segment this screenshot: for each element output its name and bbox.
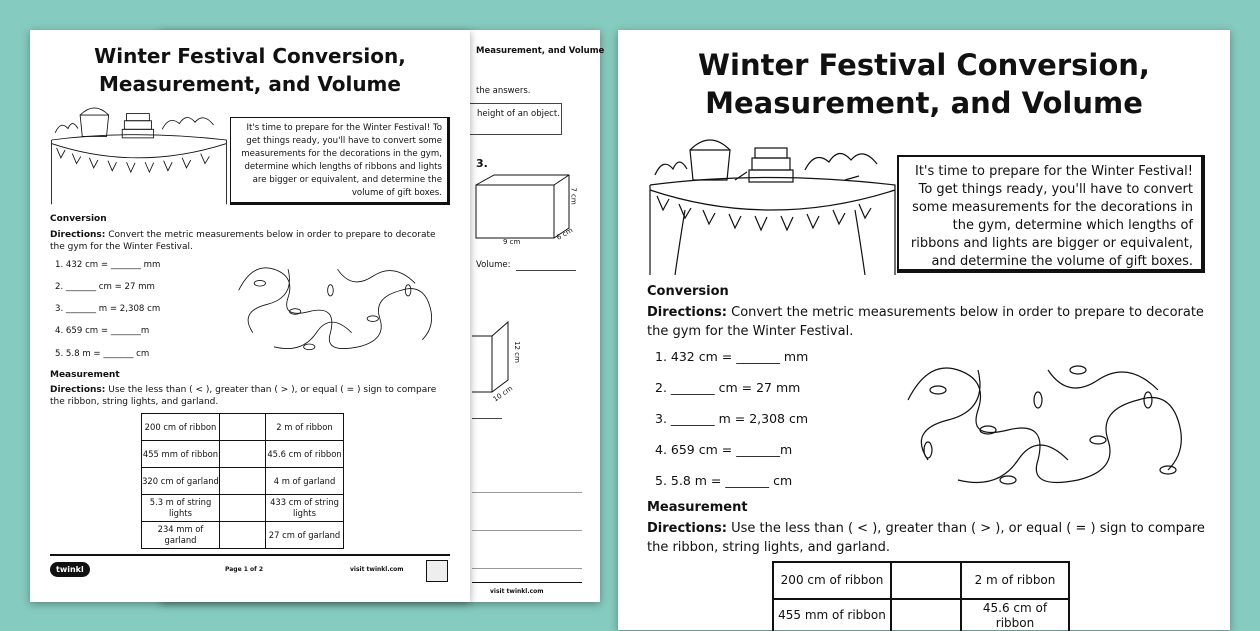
page-number: Page 1 of 2 <box>225 566 263 573</box>
comparison-table <box>772 561 1070 631</box>
table-row <box>142 414 344 441</box>
table-cell: 455 mm of ribbon <box>142 441 220 468</box>
answer-cell[interactable] <box>220 414 266 441</box>
conversion-item: 5. 5.8 m = _______ cm <box>55 349 150 359</box>
table-cell: 2 m of ribbon <box>266 414 344 441</box>
table-row <box>142 468 344 495</box>
answer-cell[interactable] <box>891 599 961 631</box>
directions-label: Directions: <box>50 230 106 240</box>
conversion-item: 3. _______ m = 2,308 cm <box>655 411 809 426</box>
badge-icon <box>426 560 448 582</box>
table-row <box>142 495 344 522</box>
back-title: Measurement, and Volume <box>476 46 605 56</box>
answer-cell[interactable] <box>220 522 266 549</box>
worksheet-preview-small <box>30 30 470 602</box>
measurement-heading: Measurement <box>647 500 748 515</box>
answer-cell[interactable] <box>220 495 266 522</box>
string-lights-illustration <box>230 248 445 368</box>
worksheet-title <box>30 42 470 98</box>
directions-label: Directions: <box>647 305 727 320</box>
title-line-2: Measurement, and Volume <box>705 86 1143 120</box>
conversion-item: 1. 432 cm = _______ mm <box>55 260 161 270</box>
intro-textbox: It's time to prepare for the Winter Festival! To get things ready, you'll have to convert some measurements for the decorations in the gym, determine which lengths of ribbons and lights are bigger or equivalent, and determine the volume of gift boxes. <box>897 155 1205 273</box>
footer-site: visit twinkl.com <box>350 566 404 573</box>
answer-cell[interactable] <box>891 562 961 599</box>
back-info-box: height of an object. <box>450 103 562 135</box>
table-cell: 2 m of ribbon <box>961 562 1069 599</box>
dim-12cm: 12 cm <box>512 341 521 363</box>
table-cell: 200 cm of ribbon <box>773 562 891 599</box>
directions-text: Use the less than ( < ), greater than ( > ), or equal ( = ) sign to compare the ribbon, string lights, and garland. <box>50 385 437 407</box>
worksheet-title <box>618 46 1230 122</box>
conversion-item: 2. _______ cm = 27 mm <box>655 380 801 395</box>
table-cell: 45.6 cm of ribbon <box>961 599 1069 631</box>
conversion-heading: Conversion <box>647 284 729 299</box>
volume-label: Volume: <box>476 260 511 270</box>
intro-textbox: It's time to prepare for the Winter Festival! To get things ready, you'll have to convert some measurements for the decorations in the gym, determine which lengths of ribbons and lights are bigger or equivalent, and determine the volume of gift boxes. <box>230 117 450 205</box>
answer-cell[interactable] <box>220 468 266 495</box>
table-cell: 455 mm of ribbon <box>773 599 891 631</box>
dim-9cm: 9 cm <box>503 238 521 246</box>
conversion-item: 2. _______ cm = 27 mm <box>55 282 155 292</box>
table-row <box>142 522 344 549</box>
table-row <box>773 599 1069 631</box>
conversion-directions <box>647 303 1207 341</box>
directions-text: Convert the metric measurements below in order to prepare to decorate the gym for the Winter Festival. <box>50 230 436 252</box>
directions-text: Use the less than ( < ), greater than ( > ), or equal ( = ) sign to compare the ribbon, string lights, and garland. <box>647 521 1205 555</box>
measurement-heading: Measurement <box>50 370 120 380</box>
directions-label: Directions: <box>50 385 106 395</box>
conversion-item: 3. _______ m = 2,308 cm <box>55 304 161 314</box>
table-cell: 5.3 m of string lights <box>142 495 220 522</box>
twinkl-logo: twinkl <box>50 562 90 577</box>
table-cell: 234 mm of garland <box>142 522 220 549</box>
volume-answer-line[interactable] <box>516 270 576 271</box>
dim-6cm: 6 cm <box>555 226 575 242</box>
worksheet-preview-large <box>618 30 1230 630</box>
conversion-item: 1. 432 cm = _______ mm <box>655 349 809 364</box>
measurement-directions <box>50 384 450 408</box>
directions-label: Directions: <box>647 521 727 536</box>
measurement-directions <box>647 519 1207 557</box>
conversion-item: 4. 659 cm = _______m <box>55 326 150 336</box>
answer-line[interactable] <box>472 530 582 531</box>
title-line-2: Measurement, and Volume <box>99 72 401 96</box>
answer-cell[interactable] <box>220 441 266 468</box>
title-line-1: Winter Festival Conversion, <box>94 44 406 68</box>
table-row <box>773 562 1069 599</box>
dim-7cm: 7 cm <box>569 187 578 205</box>
table-cell: 4 m of garland <box>266 468 344 495</box>
box-diagram-2 <box>472 320 532 400</box>
comparison-table <box>141 413 344 549</box>
answer-line[interactable] <box>472 568 582 569</box>
page-footer <box>50 554 450 590</box>
festival-table-illustration <box>48 100 230 205</box>
answer-line[interactable] <box>472 418 502 419</box>
dim-10cm: 10 cm <box>491 384 515 404</box>
table-row <box>142 441 344 468</box>
table-cell: 433 cm of string lights <box>266 495 344 522</box>
directions-text: Convert the metric measurements below in order to prepare to decorate the gym for the Winter Festival. <box>647 305 1204 339</box>
title-line-1: Winter Festival Conversion, <box>698 48 1150 82</box>
table-cell: 320 cm of garland <box>142 468 220 495</box>
string-lights-illustration <box>898 340 1198 510</box>
table-cell: 45.6 cm of ribbon <box>266 441 344 468</box>
back-footer-site: visit twinkl.com <box>490 588 544 595</box>
answer-line[interactable] <box>472 492 582 493</box>
box-diagram-1 <box>464 170 594 250</box>
conversion-item: 4. 659 cm = _______m <box>655 442 793 457</box>
conversion-heading: Conversion <box>50 214 107 224</box>
table-cell: 27 cm of garland <box>266 522 344 549</box>
question-3-label: 3. <box>476 157 488 170</box>
festival-table-illustration <box>645 130 900 275</box>
back-answers-text: the answers. <box>476 86 531 96</box>
conversion-item: 5. 5.8 m = _______ cm <box>655 473 793 488</box>
table-cell: 200 cm of ribbon <box>142 414 220 441</box>
